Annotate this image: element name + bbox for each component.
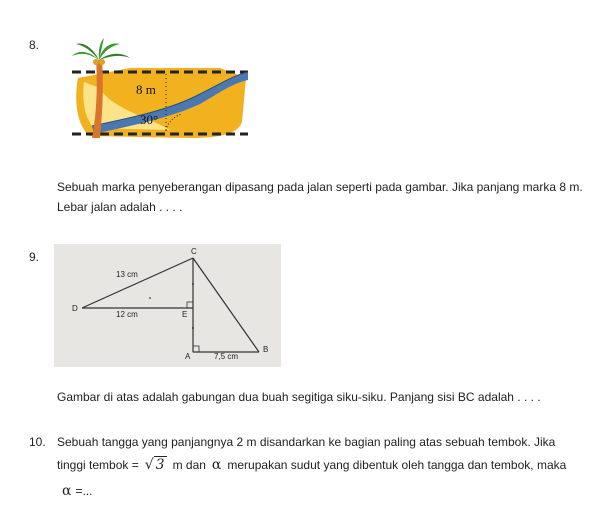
palm-leaves <box>72 38 130 65</box>
q8-question-line1: Sebuah marka penyeberangan dipasang pada jalan seperti pada gambar. Jika panjang marka 8 m. <box>57 180 583 194</box>
sqrt-symbol: √ <box>144 457 154 473</box>
label-de-length: 12 cm <box>116 310 138 319</box>
q8-figure <box>70 38 250 142</box>
q8-number: 8. <box>29 38 40 52</box>
q9-question-line1: Gambar di atas adalah gabungan dua buah segitiga siku-siku. Panjang sisi BC adalah . . . . <box>57 390 541 404</box>
q10-question-line2 <box>57 458 566 472</box>
q9-number: 9. <box>29 250 40 264</box>
label-e: E <box>182 310 188 319</box>
q10-number: 10. <box>29 435 46 449</box>
q8-question-line2: Lebar jalan adalah . . . . <box>57 200 183 214</box>
q10-question-line3 <box>62 484 92 498</box>
q8-angle-label: 30° <box>140 112 159 127</box>
label-b: B <box>263 345 269 354</box>
alpha-symbol: α <box>211 457 222 473</box>
label-c: C <box>191 247 197 256</box>
label-ab-length: 7,5 cm <box>214 352 239 361</box>
alpha-symbol-answer: α <box>62 483 72 499</box>
q10-line2-mid: m dan <box>172 458 206 472</box>
q8-length-label: 8 m <box>136 82 156 97</box>
label-dc-length: 13 cm <box>116 270 138 279</box>
label-a: A <box>185 352 191 361</box>
q10-line2-post: merupakan sudut yang dibentuk oleh tangga dan tembok, maka <box>227 458 567 472</box>
sqrt-expression <box>145 458 167 472</box>
q10-line3-rest: =... <box>75 484 93 498</box>
sqrt-radicand: 3 <box>155 457 165 473</box>
q10-question-line1: Sebuah tangga yang panjangnya 2 m disandarkan ke bagian paling atas sebuah tembok. Jika <box>57 435 556 449</box>
q10-line2-pre: tinggi tembok = <box>57 458 139 472</box>
label-d: D <box>72 304 78 313</box>
q9-figure <box>54 244 281 367</box>
